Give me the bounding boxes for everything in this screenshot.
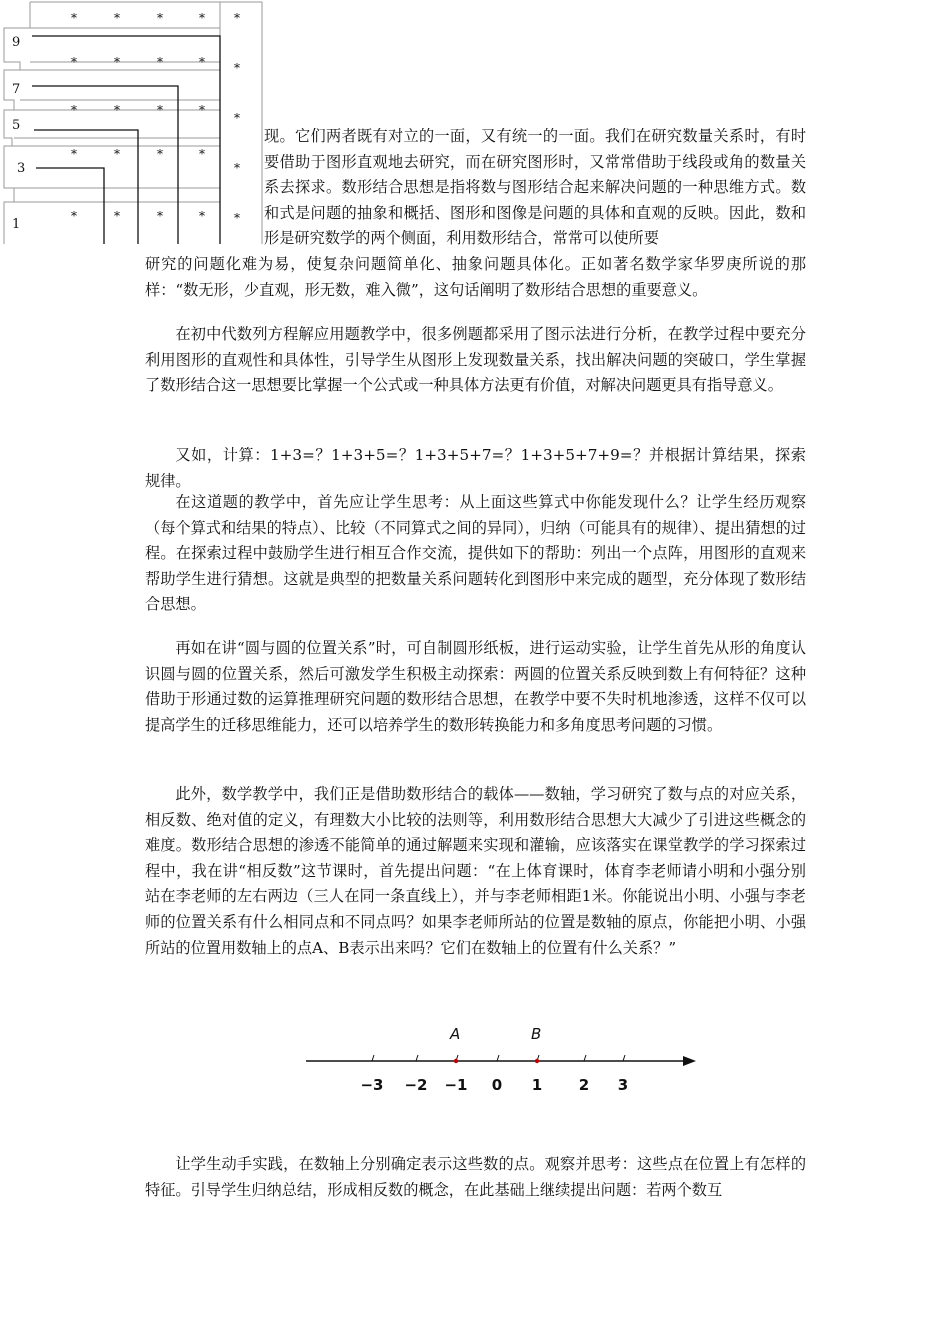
lattice-dot: * [199,209,205,223]
lattice-dot: * [71,55,77,69]
dot-lattice-figure [0,0,264,244]
axis-point-label: B [531,1025,542,1043]
axis-tick-label: 0 [491,1076,503,1094]
dot-grid [71,11,240,225]
lattice-dot: * [71,103,77,117]
lattice-dot: * [199,147,205,161]
row-label-1: 1 [12,217,21,232]
bracket-5 [34,130,138,244]
dot-lattice-svg [0,0,264,244]
lattice-dot: * [234,11,240,25]
lattice-dot: * [157,147,163,161]
axis-tick [584,1055,586,1061]
lattice-dot: * [234,211,240,225]
axis-tick-label: 3 [617,1076,629,1094]
bracket-9 [32,36,220,244]
row-label-7: 7 [12,82,21,97]
row-label-3: 3 [17,161,26,176]
paragraph-4: 在这道题的教学中，首先应让学生思考：从上面这些算式中你能发现什么？让学生经历观察（每个算式和结果的特点）、比较（不同算式之间的异同），归纳（可能具有的规律）、提出猜想的过程。在探索过程中鼓励学生进行相互合作交流，提供如下的帮助：列出一个点阵，用图形的直观来帮助学生进行猜想。这就是典型的把数量关系问题转化到图形中来完成的题型，充分体现了数形结合思想。 [145,493,806,614]
lattice-dot: * [114,209,120,223]
lattice-dot: * [114,11,120,25]
axis-tick-label: −3 [360,1076,384,1094]
paragraph-2: 在初中代数列方程解应用题教学中，很多例题都采用了图示法进行分析，在教学过程中要充分利用图形的直观性和具体性，引导学生从图形上发现数量关系，找出解决问题的突破口，学生掌握了数形结合这一思想要比掌握一个公式或一种具体方法更有价值，对解决问题更具有指导意义。 [145,325,806,395]
number-line-figure [300,1020,700,1100]
lattice-dot: * [234,61,240,75]
lattice-dot: * [71,11,77,25]
axis-points [449,1025,541,1063]
lattice-dot: * [71,147,77,161]
row-label-5: 5 [12,118,21,133]
lattice-dot: * [199,55,205,69]
axis-tick-label: −2 [404,1076,428,1094]
axis-point [535,1059,539,1063]
axis-tick [497,1055,499,1061]
axis-arrow [683,1056,696,1066]
axis-tick-label: 2 [578,1076,590,1094]
axis-tick [416,1055,418,1061]
lattice-dot: * [71,209,77,223]
axis-tick [623,1055,625,1061]
lattice-dot: * [199,11,205,25]
number-line-svg [300,1020,700,1100]
paragraph-3: 又如，计算：1+3=？1+3+5=？1+3+5+7=？1+3+5+7+9=？并根据计算结果，探索规律。 [145,446,806,490]
bracket-3 [36,168,104,244]
paragraph-5: 再如在讲“圆与圆的位置关系”时，可自制圆形纸板，进行运动实验，让学生首先从形的角度认识圆与圆的位置关系，然后可激发学生积极主动探索：两圆的位置关系反映到数上有何特征？这种借助于形通过数的运算推理研究问题的数形结合思想，在教学中要不失时机地渗透，这样不仅可以提高学生的迁移思维能力，还可以培养学生的数形转换能力和多角度思考问题的习惯。 [145,639,806,734]
paragraph-1-wrapped: 现。它们两者既有对立的一面，又有统一的一面。我们在研究数量关系时，有时要借助于图形直观地去研究，而在研究图形时，又常常借助于线段或角的数量关系去探求。数形结合思想是指将数与图形结合起来解决问题的一种思维方式。数和式是问题的抽象和概括、图形和图像是问题的具体和直观的反映。因此，数和形是研究数学的两个侧面，利用数形结合，常常可以使所要 [264,127,806,248]
lattice-dot: * [114,147,120,161]
paragraph-6: 此外，数学教学中，我们正是借助数形结合的载体——数轴，学习研究了数与点的对应关系，相反数、绝对值的定义，有理数大小比较的法则等，利用数形结合思想大大减少了引进这些概念的难度。数形结合思想的渗透不能简单的通过解题来实现和灌输，应该落实在课堂教学的学习探索过程中，我在讲“相反数”这节课时，首先提出问题：“在上体育课时，体育李老师请小明和小强分别站在李老师的左右两边（三人在同一条直线上），并与李老师相距1米。你能说出小明、小强与李老师的位置关系有什么相同点和不同点吗？如果李老师所站的位置是数轴的原点，你能把小明、小强所站的位置用数轴上的点A、B表示出来吗？它们在数轴上的位置有什么关系？” [145,785,806,957]
paragraph-1-continued: 研究的问题化难为易，使复杂问题简单化、抽象问题具体化。正如著名数学家华罗庚所说的那样：“数无形，少直观，形无数，难入微”，这句话阐明了数形结合思想的重要意义。 [145,255,806,299]
paragraph-7: 让学生动手实践，在数轴上分别确定表示这些数的点。观察并思考：这些点在位置上有怎样的特征。引导学生归纳总结，形成相反数的概念，在此基础上继续提出问题：若两个数互 [145,1155,806,1199]
lattice-dot: * [157,103,163,117]
lattice-dot: * [234,161,240,175]
row-label-9: 9 [12,35,21,50]
lattice-dot: * [114,103,120,117]
lattice-dot: * [157,55,163,69]
lattice-dot: * [157,209,163,223]
axis-tick-label: 1 [531,1076,543,1094]
lattice-dot: * [157,11,163,25]
axis-tick-label: −1 [444,1076,468,1094]
axis-point-label: A [450,1025,461,1043]
axis-tick [372,1055,374,1061]
lattice-dot: * [199,103,205,117]
lattice-dot: * [114,55,120,69]
lattice-dot: * [234,111,240,125]
axis-point [454,1059,458,1063]
